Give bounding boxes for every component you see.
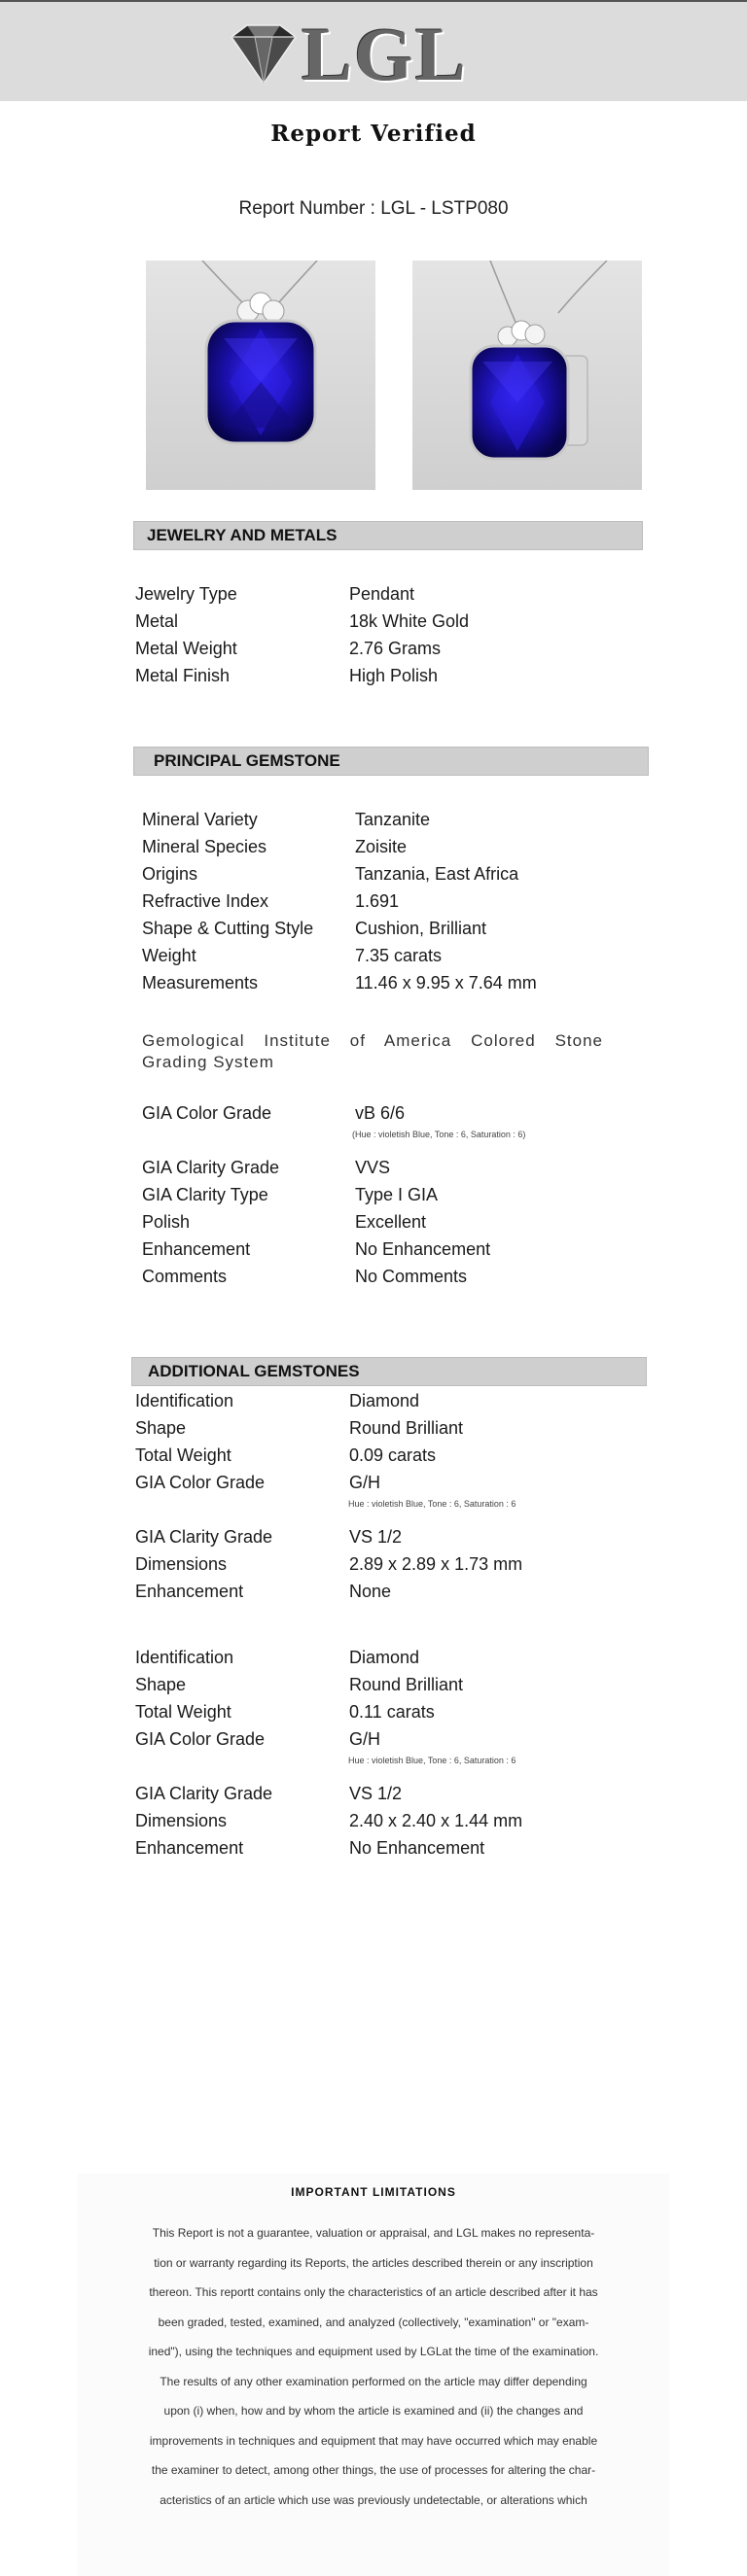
jewelry-label: Metal [135, 611, 179, 631]
additional-value: VS 1/2 [349, 1527, 403, 1547]
additional-label: Enhancement [135, 1838, 244, 1858]
report-number: Report Number : LGL - LSTP080 [238, 198, 509, 219]
limitations-line: improvements in techniques and equipment that may have occurred which may enable [149, 2433, 598, 2448]
limitations-line: tion or warranty regarding its Reports, the articles described therein or any inscription [154, 2255, 593, 2270]
additional-label: GIA Color Grade [135, 1729, 266, 1749]
additional-label: GIA Clarity Grade [135, 1527, 273, 1547]
jewelry-section-bar [133, 521, 643, 550]
additional-value: 0.09 carats [349, 1445, 437, 1465]
principal-value: Tanzanite [355, 810, 431, 829]
principal-value: Cushion, Brilliant [355, 919, 487, 938]
limitations-line: This Report is not a guarantee, valuation or appraisal, and LGL makes no representa- [152, 2226, 595, 2240]
logo-text: LGL [302, 12, 468, 96]
principal-value: 1.691 [355, 891, 400, 911]
principal-value: 11.46 x 9.95 x 7.64 mm [355, 973, 537, 992]
additional-label: Identification [135, 1391, 234, 1410]
limitations-line: thereon. This reportt contains only the characteristics of an article described after it has [149, 2285, 598, 2299]
gia-color-grade-note: (Hue : violetish Blue, Tone : 6, Saturation : 6) [352, 1130, 526, 1139]
additional-label: Shape [135, 1418, 187, 1438]
principal-label: Comments [142, 1267, 228, 1286]
principal-label: Mineral Variety [142, 810, 258, 829]
additional-label: Total Weight [135, 1702, 231, 1722]
principal-heading: PRINCIPAL GEMSTONE [154, 751, 340, 770]
principal-section-bar [133, 747, 649, 776]
gia-color-grade-label: GIA Color Grade [142, 1103, 272, 1123]
principal-label: Mineral Species [142, 837, 267, 856]
limitations-line: ined"), using the techniques and equipment used by LGLat the time of the examination. [148, 2345, 599, 2358]
additional-value: VS 1/2 [349, 1784, 403, 1803]
limitations-line: The results of any other examination performed on the article may differ depending [160, 2374, 587, 2388]
principal-value: Tanzania, East Africa [355, 864, 519, 884]
limitations-line: the examiner to detect, among other things, the use of processes for altering the char- [151, 2463, 596, 2477]
diamond-icon [226, 23, 302, 86]
principal-label: Refractive Index [142, 891, 269, 911]
additional-color-note: Hue : violetish Blue, Tone : 6, Saturation : 6 [348, 1499, 516, 1509]
principal-label: GIA Clarity Type [142, 1185, 268, 1204]
additional-label: Dimensions [135, 1554, 228, 1574]
principal-value: 7.35 carats [355, 946, 443, 965]
jewelry-value: Pendant [349, 584, 415, 604]
limitations-line: upon (i) when, how and by whom the article is examined and (ii) the changes and [163, 2404, 584, 2418]
additional-value: Round Brilliant [349, 1418, 464, 1438]
principal-label: Shape & Cutting Style [142, 919, 314, 938]
limitations-heading: IMPORTANT LIMITATIONS [291, 2185, 456, 2199]
additional-label: GIA Clarity Grade [135, 1784, 273, 1803]
principal-label: Measurements [142, 973, 259, 992]
additional-section-bar [131, 1357, 647, 1386]
additional-label: Identification [135, 1648, 234, 1667]
principal-value: Type I GIA [355, 1185, 439, 1204]
principal-value: No Comments [355, 1267, 468, 1286]
principal-label: Origins [142, 864, 198, 884]
principal-label: Weight [142, 946, 196, 965]
principal-value: Excellent [355, 1212, 427, 1232]
jewelry-label: Jewelry Type [135, 584, 237, 604]
principal-label: GIA Clarity Grade [142, 1158, 280, 1177]
additional-value: G/H [349, 1473, 381, 1492]
additional-value: Diamond [349, 1391, 420, 1410]
additional-value: 0.11 carats [349, 1702, 435, 1722]
additional-value: 2.40 x 2.40 x 1.44 mm [349, 1811, 523, 1830]
header-banner [0, 0, 747, 101]
additional-label: GIA Color Grade [135, 1473, 266, 1492]
additional-value: Diamond [349, 1648, 420, 1667]
report-verified-title: Report Verified [270, 121, 477, 147]
additional-label: Dimensions [135, 1811, 228, 1830]
principal-value: VVS [355, 1158, 391, 1177]
gia-grading-system: Gemological Institute of America Colored Stone Grading System [142, 1031, 603, 1071]
principal-value: Zoisite [355, 837, 408, 856]
jewelry-label: Metal Finish [135, 666, 231, 685]
additional-label: Shape [135, 1675, 187, 1694]
limitations-line: acteristics of an article which use was previously undetectable, or alterations which [160, 2492, 587, 2507]
additional-value: G/H [349, 1729, 381, 1749]
additional-value: No Enhancement [349, 1838, 485, 1858]
principal-label: Polish [142, 1212, 191, 1232]
principal-label: Enhancement [142, 1239, 251, 1259]
additional-label: Total Weight [135, 1445, 231, 1465]
additional-value: None [349, 1582, 392, 1601]
jewelry-value: 2.76 Grams [349, 639, 442, 658]
additional-value: 2.89 x 2.89 x 1.73 mm [349, 1554, 523, 1574]
jewelry-value: 18k White Gold [349, 611, 470, 631]
pendant-photo-front [146, 261, 375, 490]
limitations-line: been graded, tested, examined, and analyzed (collectively, "examination" or "exam- [158, 2315, 589, 2329]
principal-value: No Enhancement [355, 1239, 491, 1259]
additional-value: Round Brilliant [349, 1675, 464, 1694]
additional-heading: ADDITIONAL GEMSTONES [148, 1362, 360, 1380]
additional-label: Enhancement [135, 1582, 244, 1601]
limitations-body [107, 2218, 640, 2515]
gia-color-grade-value: vB 6/6 [355, 1103, 406, 1123]
jewelry-heading: JEWELRY AND METALS [147, 526, 338, 544]
pendant-photo-side [412, 261, 642, 490]
jewelry-value: High Polish [349, 666, 439, 685]
jewelry-label: Metal Weight [135, 639, 237, 658]
lgl-logo[interactable] [226, 12, 468, 96]
additional-color-note: Hue : violetish Blue, Tone : 6, Saturation : 6 [348, 1756, 516, 1765]
